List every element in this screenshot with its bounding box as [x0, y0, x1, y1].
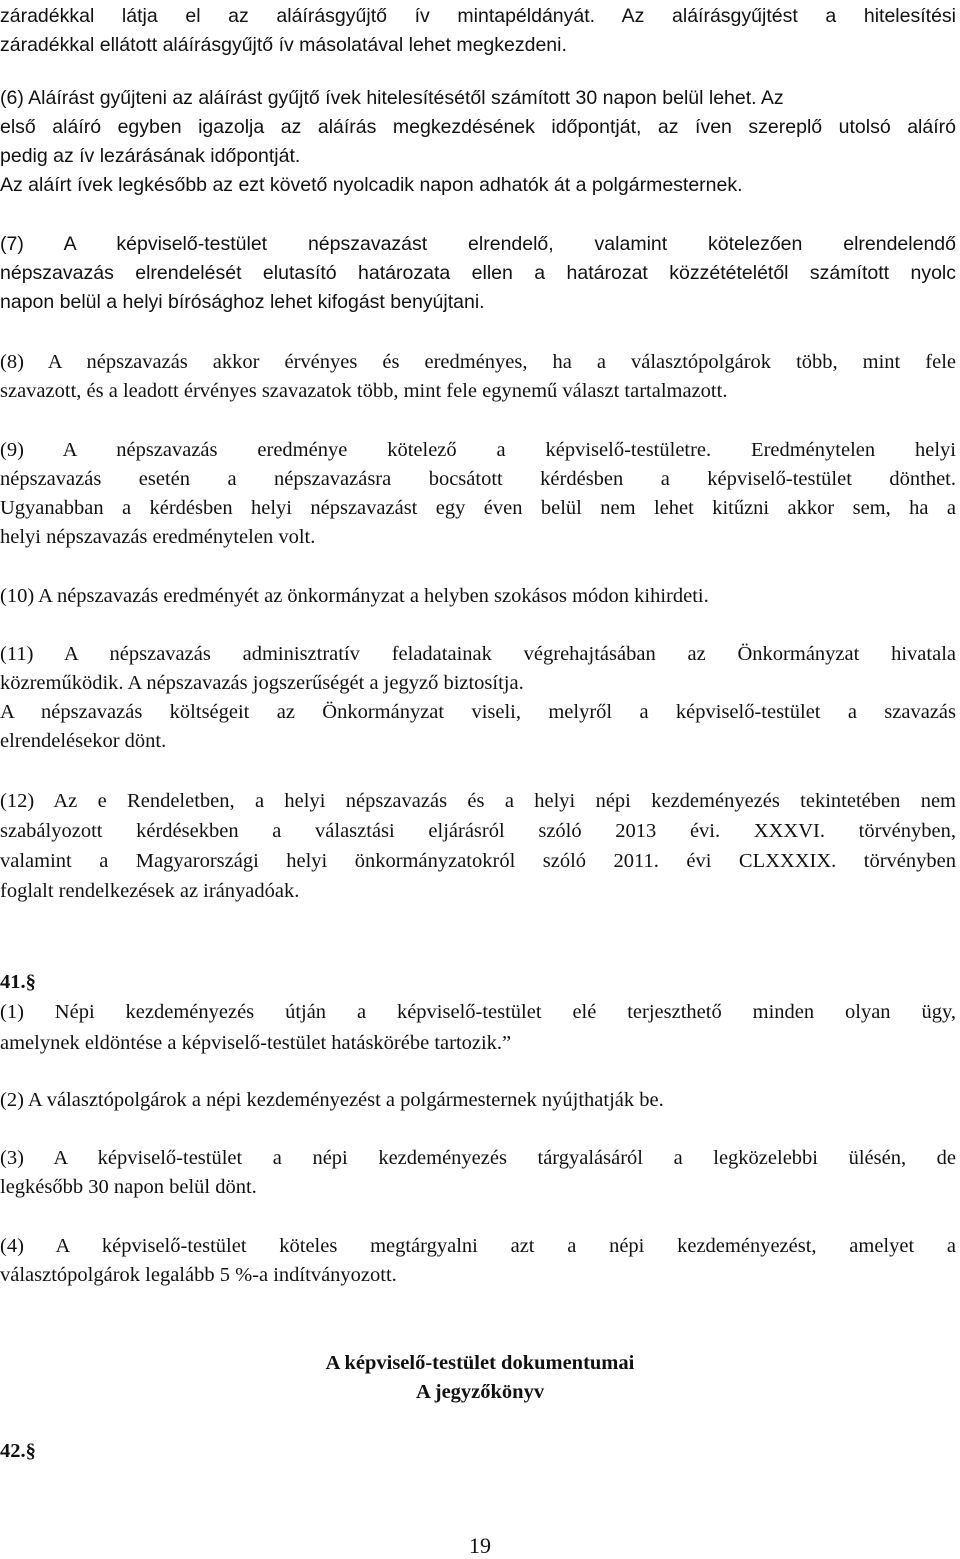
text-line: amelynek eldöntése a képviselő-testület hatáskörébe tartozik.”: [0, 1032, 512, 1054]
text-line: napon belül a helyi bírósághoz lehet kifogást benyújtani.: [0, 291, 485, 313]
paragraph-6: [0, 84, 956, 200]
text-line: első aláíró egyben igazolja az aláírás megkezdésének időpontját, az íven szereplő utolsó aláíró: [0, 116, 956, 138]
text-line: (11) A népszavazás adminisztratív feladatainak végrehajtásában az Önkormányzat hivatala: [0, 643, 956, 665]
paragraph-12: [0, 786, 956, 906]
text-line: közreműködik. A népszavazás jogszerűségét a jegyző biztosítja.: [0, 672, 524, 694]
text-line: (7) A képviselő-testület népszavazást elrendelő, valamint kötelezően elrendelendő: [0, 233, 956, 255]
text-line: népszavazás elrendelését elutasító határozata ellen a határozat közzétételétől számított nyolc: [0, 262, 956, 284]
text-line: Az aláírt ívek legkésőbb az ezt követő nyolcadik napon adhatók át a polgármesternek.: [0, 174, 743, 196]
text-line: népszavazás esetén a népszavazásra bocsátott kérdésben a képviselő-testület dönthet.: [0, 468, 956, 490]
text-line: (3) A képviselő-testület a népi kezdeményezés tárgyalásáról a legközelebbi ülésén, de: [0, 1147, 956, 1169]
text-line: foglalt rendelkezések az irányadóak.: [0, 880, 300, 902]
text-line: helyi népszavazás eredménytelen volt.: [0, 526, 316, 548]
paragraph-7: [0, 230, 956, 317]
section-heading-42: 42.§: [0, 1440, 36, 1462]
text-line: (9) A népszavazás eredménye kötelező a képviselő-testületre. Eredménytelen helyi: [0, 439, 956, 461]
paragraph-41-4: [0, 1232, 956, 1290]
paragraph-41-2: [0, 1086, 956, 1115]
text-line: (10) A népszavazás eredményét az önkormányzat a helyben szokásos módon kihirdeti.: [0, 585, 709, 607]
text-line: záradékkal látja el az aláírásgyűjtő ív mintapéldányát. Az aláírásgyűjtést a hitelesítési: [0, 5, 956, 27]
paragraph-41-3: [0, 1144, 956, 1202]
text-line: valamint a Magyarországi helyi önkormányzatokról szóló 2011. évi CLXXXIX. törvényben: [0, 850, 956, 872]
page-number: 19: [469, 1533, 491, 1558]
text-line: (12) Az e Rendeletben, a helyi népszavazás és a helyi népi kezdeményezés tekintetében nem: [0, 790, 956, 812]
text-line: (8) A népszavazás akkor érvényes és eredményes, ha a választópolgárok több, mint fele: [0, 351, 956, 373]
paragraph-41-1: [0, 997, 956, 1059]
text-line: szabályozott kérdésekben a választási eljárásról szóló 2013 évi. XXXVI. törvényben,: [0, 820, 956, 842]
text-line: szavazott, és a leadott érvényes szavazatok több, mint fele egynemű választ tartalmazott.: [0, 380, 728, 402]
chapter-subtitle: A jegyzőkönyv: [415, 1381, 545, 1403]
paragraph-11: [0, 640, 956, 756]
paragraph-5-continuation: [0, 2, 956, 60]
text-line: elrendelésekor dönt.: [0, 730, 167, 752]
text-line: (6) Aláírást gyűjteni az aláírást gyűjtő ívek hitelesítésétől számított 30 napon belül lehet. Az: [0, 87, 784, 109]
text-line: választópolgárok legalább 5 %-a indítványozott.: [0, 1264, 397, 1286]
text-line: (4) A képviselő-testület köteles megtárgyalni azt a népi kezdeményezést, amelyet a: [0, 1235, 956, 1257]
text-line: (1) Népi kezdeményezés útján a képviselő-testület elé terjeszthető minden olyan ügy,: [0, 1001, 956, 1023]
section-heading-41: 41.§: [0, 971, 36, 993]
text-line: legkésőbb 30 napon belül dönt.: [0, 1176, 257, 1198]
chapter-title: A képviselő-testület dokumentumai: [325, 1352, 635, 1374]
text-line: A népszavazás költségeit az Önkormányzat viseli, melyről a képviselő-testület a szavazás: [0, 701, 956, 723]
text-line: Ugyanabban a kérdésben helyi népszavazást egy éven belül nem lehet kitűzni akkor sem, ha a: [0, 497, 956, 519]
paragraph-8: [0, 348, 956, 406]
paragraph-9: [0, 436, 956, 552]
text-line: (2) A választópolgárok a népi kezdeményezést a polgármesternek nyújthatják be.: [0, 1089, 664, 1111]
paragraph-10: [0, 582, 956, 611]
text-line: pedig az ív lezárásának időpontját.: [0, 145, 301, 167]
text-line: záradékkal ellátott aláírásgyűjtő ív másolatával lehet megkezdeni.: [0, 34, 567, 56]
